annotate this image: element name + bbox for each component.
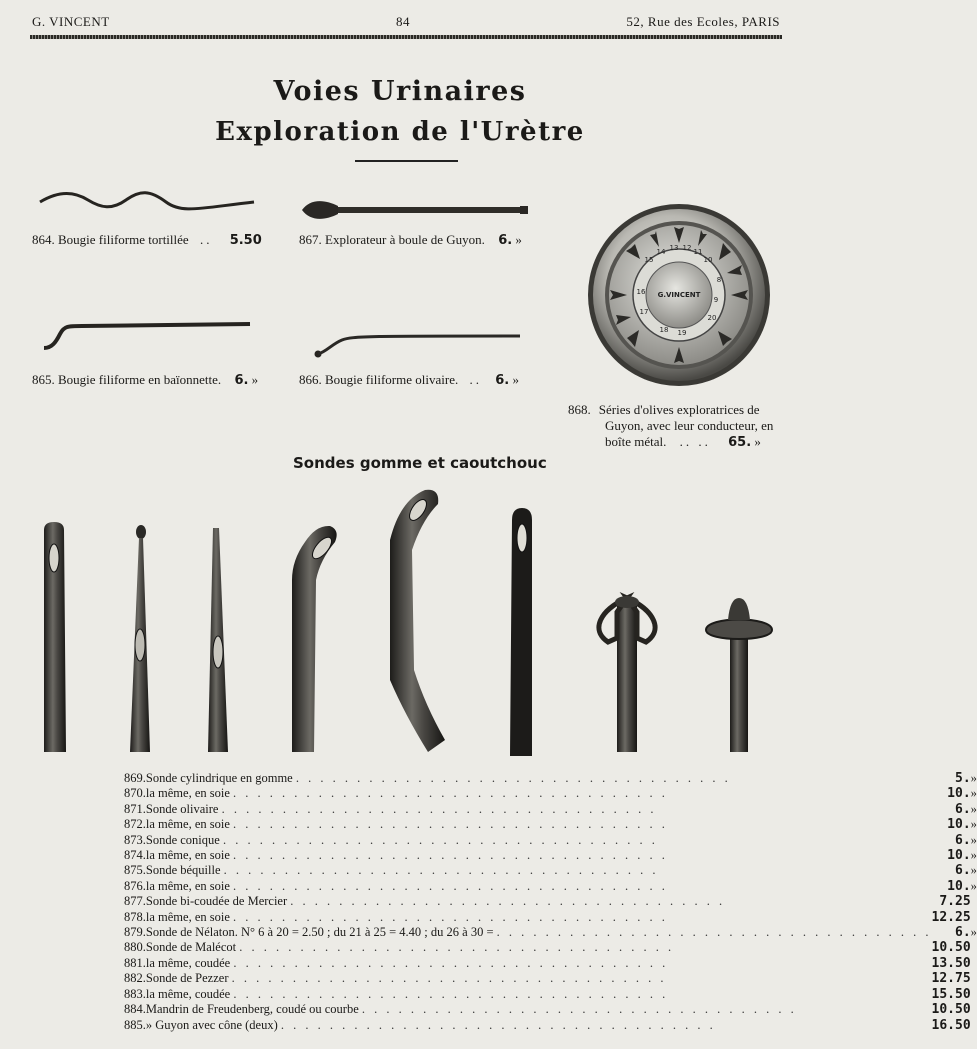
- dial-number: 9: [713, 296, 719, 304]
- item-number: 878.: [124, 909, 146, 924]
- item-description: la même, en soie . . . . . . . . . . . . . . . . . . . . . . . . . . . . . . . . . . . .: [145, 878, 668, 893]
- item-description: la même, en soie . . . . . . . . . . . . . . . . . . . . . . . . . . . . . . . . . . . .: [145, 786, 668, 801]
- catalog-row: [124, 971, 977, 986]
- item-price: 10.: [947, 786, 971, 802]
- dot-leader: . . . . . . . . . . . . . . . . . . . . . . . . . . . . . . . . . . . .: [233, 909, 668, 924]
- item-number: 884.: [124, 1002, 146, 1017]
- item-number: 885.: [124, 1017, 146, 1032]
- item-price: 7.25: [939, 894, 971, 910]
- item-price: 15.50: [931, 986, 971, 1002]
- dot-leader: . . . . . . . . . . . . . . . . . . . . . . . . . . . . . . . . . . . .: [496, 925, 932, 940]
- item-unit: »: [970, 817, 977, 832]
- catalog-row: [124, 802, 977, 817]
- item-description: la même, en soie . . . . . . . . . . . . . . . . . . . . . . . . . . . . . . . . . . . .: [145, 909, 668, 924]
- item-description: Sonde olivaire . . . . . . . . . . . . . . . . . . . . . . . . . . . . . . . . . . . .: [145, 801, 657, 816]
- item-unit: [971, 910, 977, 925]
- bougie-tortillee-illustration: [30, 188, 270, 218]
- catalog-row: [124, 940, 977, 955]
- item-description: » Guyon avec cône (deux) . . . . . . . . . . . . . . . . . . . . . . . . . . . . . . . . . . . .: [145, 1017, 716, 1032]
- page-subtitle: Exploration de l'Urètre: [215, 117, 585, 147]
- dial-number: 14: [656, 248, 666, 256]
- dot-leader: . . . . . . . . . . . . . . . . . . . . . . . . . . . . . . . . . . . .: [221, 801, 657, 816]
- item-number: 869.: [124, 771, 146, 785]
- catalog-row: [124, 879, 977, 894]
- dot-leader: . . . . . . . . . . . . . . . . . . . . . . . . . . . . . . . . . . . .: [233, 848, 668, 863]
- caption-865: 865. Bougie filiforme en baïonnette. 6. »: [32, 372, 259, 388]
- item-number: 873.: [124, 832, 146, 847]
- header-left: G. VINCENT: [32, 14, 110, 29]
- item-price: 5.: [955, 771, 971, 786]
- explorateur-guyon-illustration: [298, 196, 533, 226]
- item-description: la même, en soie . . . . . . . . . . . . . . . . . . . . . . . . . . . . . . . . . . . .: [145, 848, 668, 863]
- dot-leader: . . . . . . . . . . . . . . . . . . . . . . . . . . . . . . . . . . . .: [295, 771, 731, 785]
- dial-number: 18: [659, 326, 669, 334]
- item-unit: [971, 940, 977, 955]
- dial-number: 8: [716, 276, 722, 284]
- dial-number: 11: [693, 248, 703, 256]
- item-price: 10.50: [931, 940, 971, 956]
- item-description: Mandrin de Freudenberg, coudé ou courbe . . . . . . . . . . . . . . . . . . . . . . . . . . . . . . . . . . . .: [145, 1002, 797, 1017]
- item-unit: »: [970, 801, 977, 816]
- item-unit: [971, 894, 977, 909]
- item-description: la même, coudée . . . . . . . . . . . . . . . . . . . . . . . . . . . . . . . . . . . .: [145, 955, 669, 970]
- item-price: 6.: [955, 863, 971, 879]
- item-unit: [971, 971, 977, 986]
- item-price: 6.: [955, 801, 971, 817]
- dot-leader: . . . . . . . . . . . . . . . . . . . . . . . . . . . . . . . . . . . .: [223, 863, 659, 878]
- item-price: 12.75: [931, 971, 971, 987]
- item-price: 10.: [947, 878, 971, 894]
- page-number: 84: [396, 14, 410, 29]
- item-unit: »: [970, 925, 977, 940]
- catalog-row: [124, 771, 977, 786]
- item-number: 877.: [124, 894, 146, 909]
- catalog-row: [124, 894, 977, 909]
- caption-866: 866. Bougie filiforme olivaire. .. 6. »: [299, 372, 519, 388]
- dial-number: 12: [682, 244, 692, 252]
- item-number: 875.: [124, 863, 146, 878]
- dial-number: 19: [677, 329, 687, 337]
- item-price: 13.50: [931, 955, 971, 971]
- item-unit: »: [970, 771, 977, 785]
- dot-leader: . . . . . . . . . . . . . . . . . . . . . . . . . . . . . . . . . . . .: [290, 894, 726, 909]
- item-price: 12.25: [931, 909, 971, 925]
- bougie-baionnette-illustration: [38, 318, 256, 352]
- item-description: Sonde conique . . . . . . . . . . . . . . . . . . . . . . . . . . . . . . . . . . . .: [145, 832, 658, 847]
- caption-868: 868. Séries d'olives exploratrices de Guyon, avec leur conducteur, en boîte métal. .. .. 65. »: [568, 402, 774, 450]
- catheters-illustration: [30, 480, 790, 760]
- item-description: Sonde de Malécot . . . . . . . . . . . . . . . . . . . . . . . . . . . . . . . . . . . .: [145, 940, 675, 955]
- item-price: 16.50: [931, 1017, 971, 1033]
- item-number: 883.: [124, 986, 146, 1001]
- item-number: 876.: [124, 878, 146, 893]
- item-unit: »: [970, 786, 977, 801]
- item-price: 6.: [955, 925, 971, 941]
- dot-leader: . . . . . . . . . . . . . . . . . . . . . . . . . . . . . . . . . . . .: [233, 817, 668, 832]
- catalog-row: [124, 833, 977, 848]
- catalog-row: [124, 987, 977, 1002]
- item-number: 870.: [124, 786, 146, 801]
- header-right: 52, Rue des Ecoles, PARIS: [626, 14, 780, 29]
- header-rule: [30, 35, 782, 39]
- catalog-table: [124, 771, 977, 1033]
- item-number: 880.: [124, 940, 146, 955]
- item-number: 881.: [124, 955, 146, 970]
- item-number: 874.: [124, 848, 146, 863]
- item-unit: »: [970, 848, 977, 863]
- dot-leader: . . . . . . . . . . . . . . . . . . . . . . . . . . . . . . . . . . . .: [280, 1017, 716, 1032]
- page-title: Voies Urinaires: [273, 76, 527, 107]
- dot-leader: . . . . . . . . . . . . . . . . . . . . . . . . . . . . . . . . . . . .: [233, 786, 668, 801]
- item-number: 872.: [124, 817, 146, 832]
- catalog-row: [124, 786, 977, 801]
- dial-number: 13: [669, 244, 679, 252]
- item-description: la même, en soie . . . . . . . . . . . . . . . . . . . . . . . . . . . . . . . . . . . .: [145, 817, 668, 832]
- dot-leader: . . . . . . . . . . . . . . . . . . . . . . . . . . . . . . . . . . . .: [233, 878, 668, 893]
- catalog-row: [124, 910, 977, 925]
- bougie-olivaire-illustration: [312, 330, 527, 360]
- dial-number: 15: [644, 256, 654, 264]
- dot-leader: . . . . . . . . . . . . . . . . . . . . . . . . . . . . . . . . . . . .: [239, 940, 675, 955]
- title-underline: [355, 160, 458, 162]
- dot-leader: . . . . . . . . . . . . . . . . . . . . . . . . . . . . . . . . . . . .: [361, 1002, 797, 1017]
- dial-number: 16: [636, 288, 646, 296]
- item-price: 6.: [955, 832, 971, 848]
- catalog-row: [124, 925, 977, 940]
- olives-box-illustration: [585, 202, 773, 388]
- item-unit: [971, 1002, 977, 1017]
- item-unit: »: [970, 832, 977, 847]
- dial-number: 10: [703, 256, 713, 264]
- section-title: Sondes gomme et caoutchouc: [293, 454, 547, 472]
- item-description: Sonde de Pezzer . . . . . . . . . . . . . . . . . . . . . . . . . . . . . . . . . . . .: [145, 971, 667, 986]
- dot-leader: . . . . . . . . . . . . . . . . . . . . . . . . . . . . . . . . . . . .: [233, 986, 669, 1001]
- item-unit: [971, 1018, 977, 1033]
- catalog-row: [124, 848, 977, 863]
- item-description: Sonde bi-coudée de Mercier . . . . . . . . . . . . . . . . . . . . . . . . . . . . . . . . . . . .: [145, 894, 726, 909]
- item-description: la même, coudée . . . . . . . . . . . . . . . . . . . . . . . . . . . . . . . . . . . .: [145, 986, 669, 1001]
- item-description: Sonde cylindrique en gomme . . . . . . . . . . . . . . . . . . . . . . . . . . . . . . . . . . . .: [145, 771, 731, 785]
- dial-number: 20: [707, 314, 717, 322]
- item-unit: [971, 956, 977, 971]
- catalog-row: [124, 956, 977, 971]
- item-number: 871.: [124, 801, 146, 816]
- dot-leader: . . . . . . . . . . . . . . . . . . . . . . . . . . . . . . . . . . . .: [231, 971, 667, 986]
- catalog-row: [124, 1002, 977, 1017]
- item-number: 879.: [124, 925, 146, 940]
- item-price: 10.50: [931, 1002, 971, 1018]
- item-description: Sonde de Nélaton. N° 6 à 20 = 2.50 ; du 21 à 25 = 4.40 ; du 26 à 30 = . . . . . . . . . . . . . . . . . . . . . . . . . . . . . . . . . . . .: [145, 925, 932, 940]
- dot-leader: . . . . . . . . . . . . . . . . . . . . . . . . . . . . . . . . . . . .: [233, 955, 669, 970]
- catalog-row: [124, 817, 977, 832]
- caption-867: 867. Explorateur à boule de Guyon. 6. »: [299, 232, 522, 248]
- dial-number: 17: [639, 308, 649, 316]
- item-unit: [971, 987, 977, 1002]
- item-description: Sonde béquille . . . . . . . . . . . . . . . . . . . . . . . . . . . . . . . . . . . .: [145, 863, 659, 878]
- catalog-row: [124, 863, 977, 878]
- item-unit: »: [970, 878, 977, 893]
- box-brand: G.VINCENT: [657, 291, 701, 299]
- item-price: 10.: [947, 817, 971, 833]
- catalog-row: [124, 1018, 977, 1033]
- dot-leader: . . . . . . . . . . . . . . . . . . . . . . . . . . . . . . . . . . . .: [222, 832, 658, 847]
- item-number: 882.: [124, 971, 146, 986]
- item-unit: »: [970, 863, 977, 878]
- item-price: 10.: [947, 848, 971, 864]
- caption-864: 864. Bougie filiforme tortillée .. 5.50: [32, 232, 262, 248]
